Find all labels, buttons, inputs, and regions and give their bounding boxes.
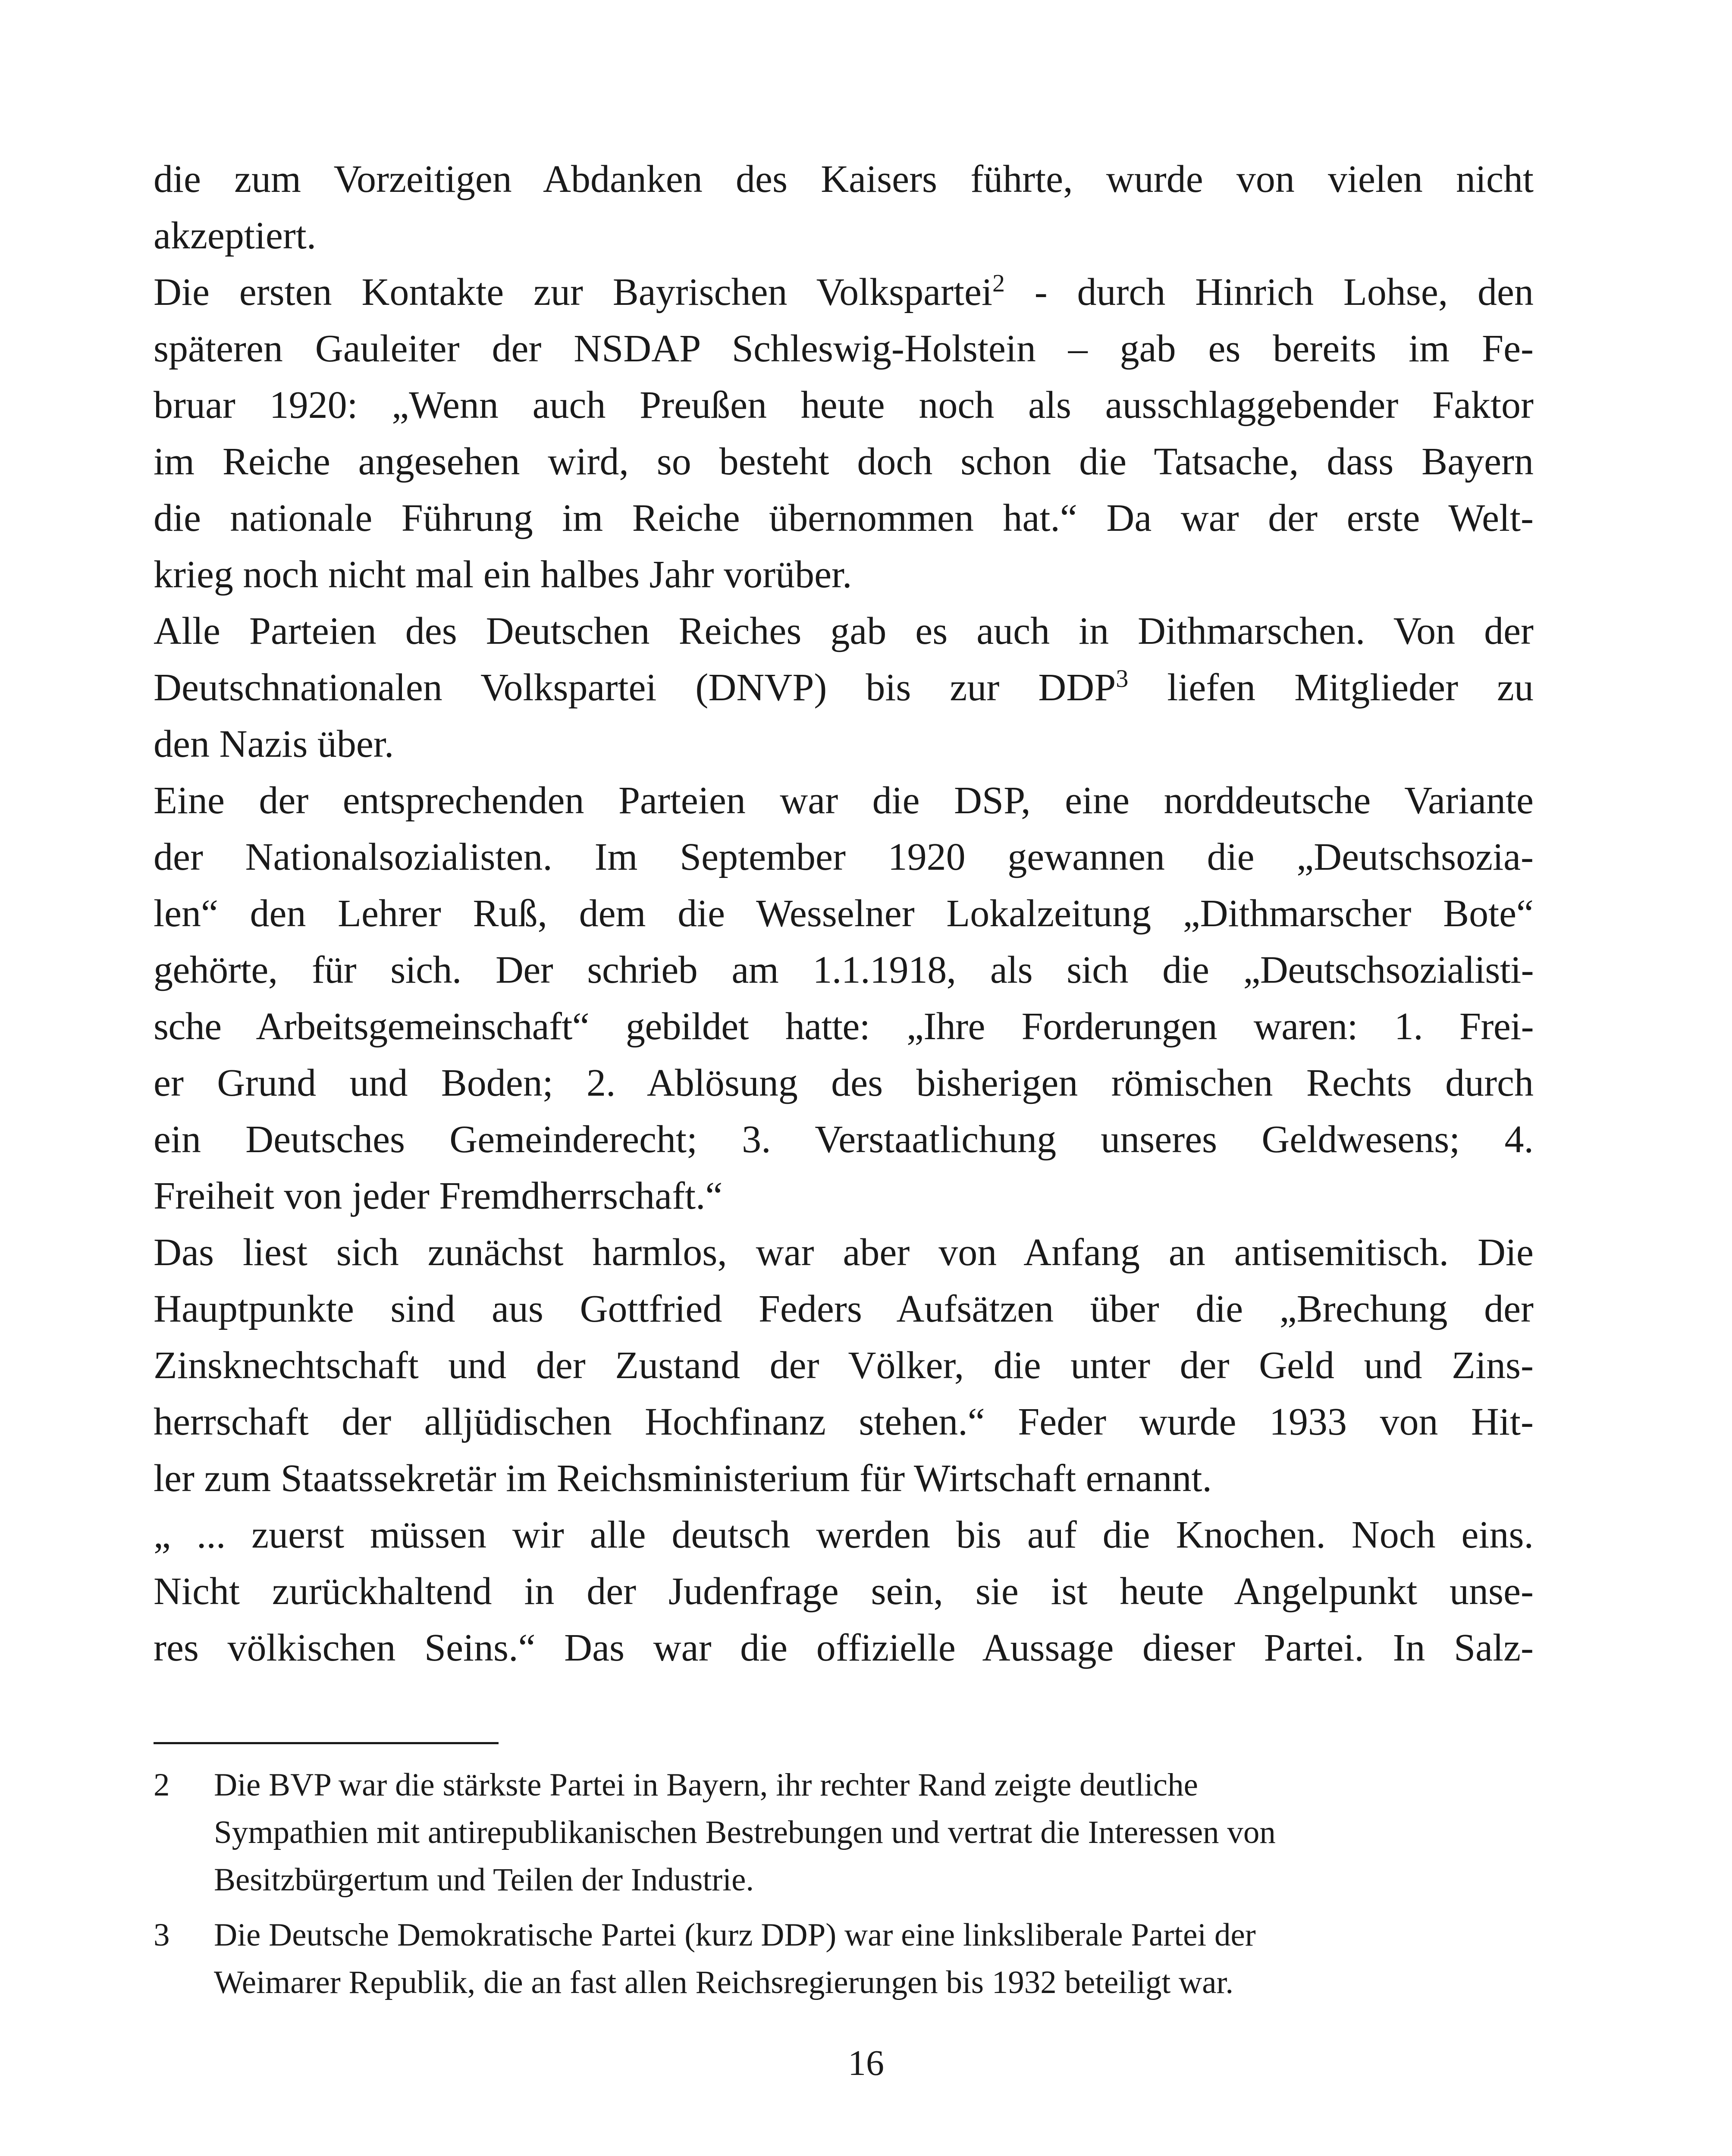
text-line: Freiheit von jeder Fremdherrschaft.“ <box>154 1175 723 1217</box>
text-line: bruar 1920: „Wenn auch Preußen heute noch als ausschlaggebender Faktor <box>154 384 1534 426</box>
text-line: len“ den Lehrer Ruß, dem die Wesselner Lokalzeitung „Dithmarscher Bote“ <box>154 892 1534 935</box>
footnote-ref-3[interactable]: 3 <box>1116 664 1129 693</box>
text-line: den Nazis über. <box>154 723 394 765</box>
footnote-line: Weimarer Republik, die an fast allen Reichsregierungen bis 1932 beteiligt war. <box>214 1965 1234 2000</box>
footnote-number: 3 <box>154 1917 170 1953</box>
text-line: sche Arbeitsgemeinschaft“ gebildet hatte: „Ihre Forderungen waren: 1. Frei- <box>154 1005 1534 1048</box>
page-number: 16 <box>848 2043 884 2083</box>
footnote-separator <box>154 1742 499 1744</box>
text-line: herrschaft der alljüdischen Hochfinanz stehen.“ Feder wurde 1933 von Hit- <box>154 1401 1534 1443</box>
text-line: akzeptiert. <box>154 214 317 257</box>
text-line: Nicht zurückhaltend in der Judenfrage sein, sie ist heute Angelpunkt unse- <box>154 1570 1534 1613</box>
text-line: er Grund und Boden; 2. Ablösung des bisherigen römischen Rechts durch <box>154 1062 1534 1104</box>
text-line: der Nationalsozialisten. Im September 1920 gewannen die „Deutschsozia- <box>154 836 1534 878</box>
footnote-3 <box>154 1912 1447 2006</box>
text-line: krieg noch nicht mal ein halbes Jahr vorüber. <box>154 553 852 596</box>
text-line: ein Deutsches Gemeinderecht; 3. Verstaatlichung unseres Geldwesens; 4. <box>154 1118 1534 1161</box>
text-line: res völkischen Seins.“ Das war die offizielle Aussage dieser Partei. In Salz- <box>154 1626 1534 1669</box>
footnote-ref-2[interactable]: 2 <box>992 269 1005 297</box>
text-line: ler zum Staatssekretär im Reichsministerium für Wirtschaft ernannt. <box>154 1457 1212 1500</box>
footnote-line: Sympathien mit antirepublikanischen Bestrebungen und vertrat die Interessen von <box>214 1814 1276 1850</box>
text-line: Hauptpunkte sind aus Gottfried Feders Aufsätzen über die „Brechung der <box>154 1288 1534 1330</box>
footnote-line: Besitzbürgertum und Teilen der Industrie. <box>214 1862 754 1898</box>
text-line: Das liest sich zunächst harmlos, war aber von Anfang an antisemitisch. Die <box>154 1231 1534 1274</box>
text-line: im Reiche angesehen wird, so besteht doch schon die Tatsache, dass Bayern <box>154 440 1534 483</box>
footnote-number: 2 <box>154 1767 170 1803</box>
text-line: Eine der entsprechenden Parteien war die DSP, eine norddeutsche Variante <box>154 779 1534 822</box>
footnote-line: Die BVP war die stärkste Partei in Bayern, ihr rechter Rand zeigte deutliche <box>214 1767 1198 1803</box>
text-line: Alle Parteien des Deutschen Reiches gab es auch in Dithmarschen. Von der <box>154 610 1534 652</box>
text-line: Deutschnationalen Volkspartei (DNVP) bis zur DDP$^3$ liefen Mitglieder zu <box>154 664 1534 709</box>
footnote-line: Die Deutsche Demokratische Partei (kurz DDP) war eine linksliberale Partei der <box>214 1917 1256 1953</box>
footnotes <box>154 1761 1447 2014</box>
text-line: die zum Vorzeitigen Abdanken des Kaisers führte, wurde von vielen nicht <box>154 158 1534 201</box>
footnote-2 <box>154 1761 1447 1904</box>
text-line: die nationale Führung im Reiche übernommen hat.“ Da war der erste Welt- <box>154 497 1534 539</box>
text-line: „ ... zuerst müssen wir alle deutsch werden bis auf die Knochen. Noch eins. <box>154 1514 1534 1556</box>
text-line: Zinsknechtschaft und der Zustand der Völker, die unter der Geld und Zins- <box>154 1344 1534 1387</box>
text-line: späteren Gauleiter der NSDAP Schleswig-Holstein – gab es bereits im Fe- <box>154 327 1534 370</box>
text-line: gehörte, für sich. Der schrieb am 1.1.1918, als sich die „Deutschsozialisti- <box>154 949 1534 991</box>
body-paragraphs <box>154 151 1534 1676</box>
text-line: Die ersten Kontakte zur Bayrischen Volkspartei$^2$ - durch Hinrich Lohse, den <box>154 269 1534 313</box>
main-text <box>154 151 1534 1676</box>
